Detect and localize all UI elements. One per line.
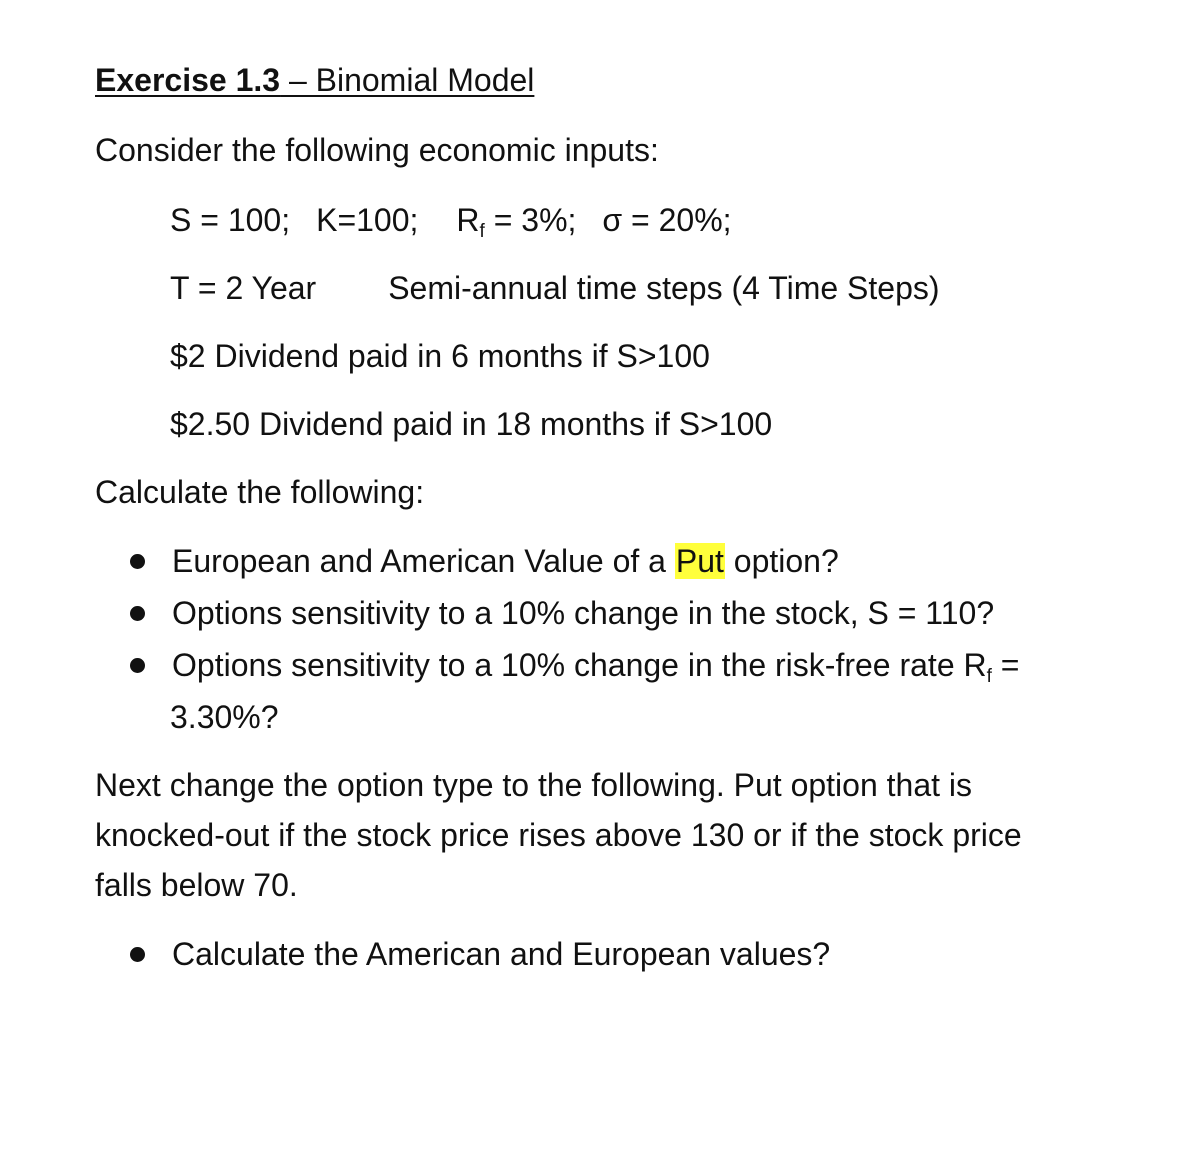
bullet-text-final: Calculate the American and European values?	[172, 936, 831, 972]
highlighted-put: Put	[675, 543, 724, 579]
dividend-1: $2 Dividend paid in 6 months if S>100	[170, 338, 710, 374]
exercise-title	[95, 60, 534, 100]
input-t: T = 2 Year	[170, 270, 317, 306]
bullet-text-1: European and American Value of a Put option?	[172, 543, 839, 579]
next-para-line-1: Next change the option type to the following. Put option that is	[95, 767, 973, 803]
inputs-line-1	[170, 200, 732, 252]
input-rf	[456, 202, 577, 242]
bullet-text-3-continued: 3.30%?	[170, 699, 279, 735]
input-rf-symbol: R	[456, 202, 480, 238]
dividend-2: $2.50 Dividend paid in 18 months if S>100	[170, 406, 773, 442]
bullet-icon	[130, 947, 145, 962]
bullet-text-2: Options sensitivity to a 10% change in the stock, S = 110?	[172, 595, 995, 631]
next-para-line-3: falls below 70.	[95, 867, 298, 903]
inputs-line-2	[170, 268, 940, 308]
next-para-line-2: knocked-out if the stock price rises above 130 or if the stock price	[95, 817, 1022, 853]
input-steps: Semi-annual time steps (4 Time Steps)	[388, 270, 940, 306]
exercise-number: Exercise 1.3	[95, 62, 281, 98]
input-s: S = 100;	[170, 202, 291, 238]
input-k: K=100;	[316, 202, 419, 238]
calc-heading: Calculate the following:	[95, 474, 425, 510]
input-sigma: σ = 20%;	[602, 202, 732, 238]
rf-subscript: f	[986, 666, 992, 687]
bullet-icon	[130, 554, 145, 569]
intro-text: Consider the following economic inputs:	[95, 132, 659, 168]
exercise-topic: – Binomial Model	[280, 62, 535, 98]
input-rf-value: = 3%;	[484, 202, 577, 238]
input-rf-subscript: f	[479, 221, 485, 242]
bullet-icon	[130, 606, 145, 621]
bullet-text-3: Options sensitivity to a 10% change in the risk-free rate $R_f$ =	[172, 647, 1020, 687]
bullet-icon	[130, 658, 145, 673]
